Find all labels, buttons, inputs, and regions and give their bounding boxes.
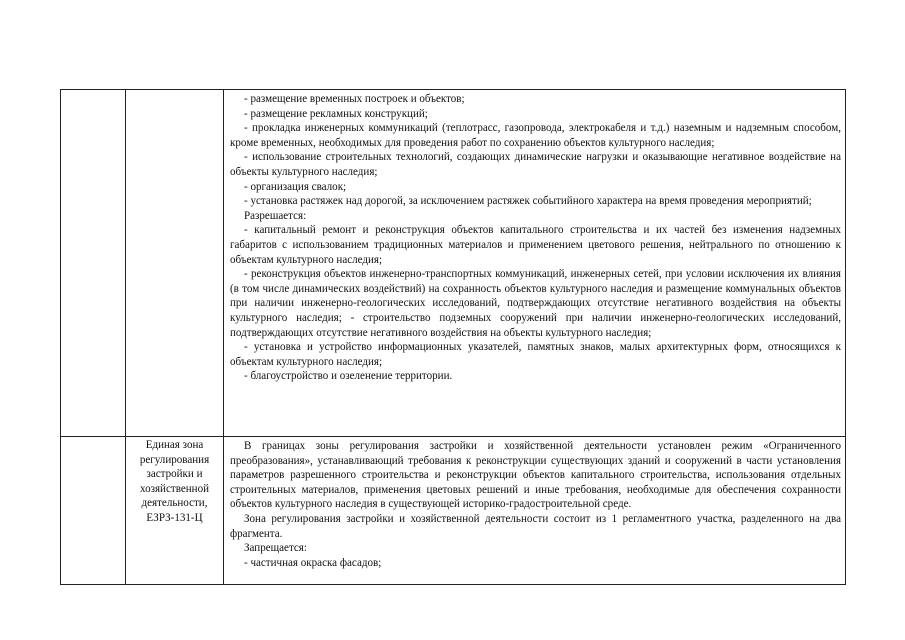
regulation-text-cell <box>224 437 846 585</box>
regulation-paragraph: - прокладка инженерных коммуникаций (теплотрасс, газопровода, электрокабеля и т.д.) наземным и надземным способом, кроме временных, необходимых для проведения работ по сохранению объектов культурного наследия; <box>230 122 841 149</box>
zone-code: ЕЗРЗ-131-Ц <box>146 511 203 524</box>
zone-name-line: деятельности, <box>141 497 208 510</box>
regulation-paragraph: - капитальный ремонт и реконструкция объектов капитального строительства и их частей без изменения надземных габаритов с использованием традиционных материалов и применением цветового решения, нейтрального по отношению к объектам культурного наследия; <box>230 224 841 266</box>
prohibited-heading: Запрещается: <box>244 542 307 555</box>
regulation-paragraph: Зона регулирования застройки и хозяйственной деятельности состоит из 1 регламентного участка, разделенного на два фрагмента. <box>230 512 841 540</box>
regulation-paragraph: - реконструкция объектов инженерно-транспортных коммуникаций, инженерных сетей, при условии исключения их влияния (в том числе динамических воздействий) на сохранность объектов культурного наследия и размещение коммунальных объектов при наличии инженерно-геологических исследований, подтверждающих отсутствие негативного воздействия на объекты культурного наследия; - строительство подземных сооружений при наличии инженерно-геологических исследований, подтверждающих отсутствие негативного воздействия на объекты культурного наследия; <box>230 268 841 339</box>
regulations-table <box>60 89 846 585</box>
zone-name-line: Единая зона <box>145 439 204 451</box>
zone-name-cell <box>126 437 224 585</box>
allowed-heading: Разрешается: <box>244 209 307 222</box>
regulation-paragraph: - организация свалок; <box>244 180 347 193</box>
zone-name-line: хозяйственной <box>139 482 210 495</box>
regulation-paragraph: - установка и устройство информационных указателей, памятных знаков, малых архитектурных форм, относящихся к объектам культурного наследия; <box>230 341 841 368</box>
regulation-paragraph: - благоустройство и озеленение территории. <box>244 370 453 383</box>
number-cell <box>61 437 126 585</box>
regulation-paragraph: - размещение временных построек и объектов; <box>244 93 465 105</box>
regulation-paragraph: - использование строительных технологий, создающих динамические нагрузки и оказывающие негативное воздействие на объекты культурного наследия; <box>230 151 841 178</box>
number-cell <box>61 90 126 437</box>
regulation-paragraph: В границах зоны регулирования застройки и хозяйственной деятельности установлен режим «Ограниченного преобразования», устанавливающий требования к реконструкции существующих зданий и сооружений в части установления параметров разрешенного строительства и реконструкции объектов капитального строительства, использования отдельных строительных материалов, применения цветовых решений и иные требования, необходимые для обеспечения сохранности объектов культурного наследия в существующей историко-градостроительной среде. <box>230 440 841 511</box>
regulation-text-cell <box>224 90 846 437</box>
regulation-paragraph: - установка растяжек над дорогой, за исключением растяжек событийного характера на время проведения мероприятий; <box>244 195 812 208</box>
zone-name-line: застройки и <box>146 468 203 481</box>
regulation-paragraph: - частичная окраска фасадов; <box>244 556 382 569</box>
zone-name-line: регулирования <box>139 453 210 466</box>
table-row <box>61 437 846 585</box>
table-row <box>61 90 846 437</box>
zone-name-cell <box>126 90 224 437</box>
regulation-paragraph: - размещение рекламных конструкций; <box>244 107 428 120</box>
